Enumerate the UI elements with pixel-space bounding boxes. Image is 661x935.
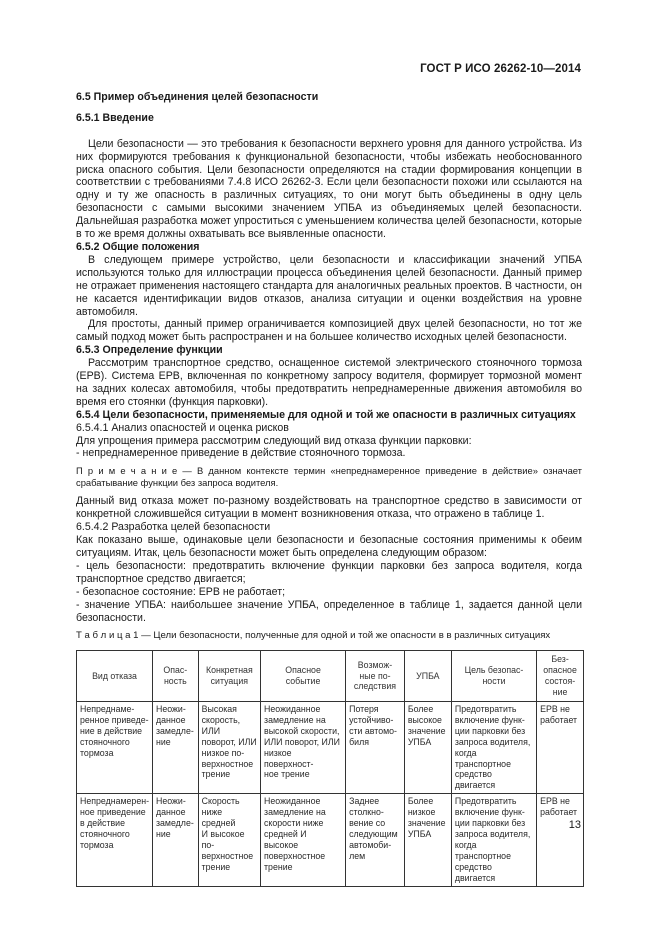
table-caption-label: Т а б л и ц а 1 — [76, 630, 139, 641]
table-caption — [76, 630, 550, 641]
header-cell: Без- опасное состоя- ние — [537, 651, 584, 702]
subsection-title-652: 6.5.2 Общие положения — [76, 240, 200, 253]
header-cell: УПБА — [404, 651, 451, 702]
table-cell: Непреднаме- ренное приведе- ние в действие стояночного тормоза — [77, 702, 153, 794]
paragraph-654-5: - цель безопасности: предотвратить включение функции парковки без запроса водителя, когда транспортное средство двигается; — [76, 559, 582, 585]
subsubsection-title-6541: 6.5.4.1 Анализ опасностей и оценка рисков — [76, 421, 289, 434]
table-cell: Потеря устойчиво- сти автомо- биля — [346, 702, 405, 794]
subsubsection-title-6542: 6.5.4.2 Разработка целей безопасности — [76, 521, 271, 534]
page-number: 13 — [568, 819, 581, 831]
table-cell: Высокая скорость, ИЛИ поворот, ИЛИ низкое по- верхностное трение — [198, 702, 260, 794]
paragraph-654-3: Данный вид отказа может по-разному воздействовать на транспортное средство в зависимости от конкретной сложившейся ситуации в момент возникновения отказа, что отражено в таблице 1. — [76, 495, 582, 521]
table-cell: EPB не работает — [537, 794, 584, 886]
table-header-row — [77, 651, 584, 702]
header-cell: Опасное событие — [261, 651, 346, 702]
paragraph-654-4: Как показано выше, одинаковые цели безопасности и безопасные состояния применимы к обеим ситуациям. Итак, цель безопасности может быть определена следующим образом: — [76, 534, 582, 559]
paragraph-651-1 — [76, 125, 582, 241]
header-cell: Конкретная ситуация — [198, 651, 260, 702]
header-cell: Опас- ность — [153, 651, 199, 702]
table-cell: Неожиданное замедление на высокой скорости, ИЛИ поворот, ИЛИ низкое поверхност- ное трение — [261, 702, 346, 794]
table-cell: Более низкое значение УПБА — [404, 794, 451, 886]
paragraph-654-6: - безопасное состояние: EPB не работает; — [76, 585, 286, 598]
document-header: ГОСТ Р ИСО 26262-10—2014 — [420, 63, 581, 75]
paragraph-654-7: - значение УПБА: наибольшее значение УПБА, определенное в таблице 1, задается данной цели безопасности. — [76, 598, 582, 624]
subsection-title-651: 6.5.1 Введение — [76, 111, 154, 124]
table-cell: Неожи- данное замедле- ние — [153, 702, 199, 794]
header-cell: Цель безопас- ности — [451, 651, 536, 702]
paragraph-652-1: В следующем примере устройство, цели безопасности и классификации значений УПБА используются только для иллюстрации процесса объединения целей безопасности. Данный пример не отражает применения настоящего стандарта для аналогичных реальных проектов. В частности, он не касается идентификации видов отказов, анализа ситуации и оценки воздействия на уровне автомобиля. — [76, 253, 582, 318]
table-caption-text: — Цели безопасности, полученные для одной и той же опасности в в различных ситуациях — [138, 630, 551, 641]
table-cell: Заднее столкно- вение со следующим автомоби- лем — [346, 794, 405, 886]
table-cell: Неожи- данное замедле- ние — [153, 794, 199, 886]
table-row — [77, 794, 584, 886]
table-cell: Более высокое значение УПБА — [404, 702, 451, 794]
paragraph-654-1: Для упрощения примера рассмотрим следующий вид отказа функции парковки: — [76, 434, 472, 447]
subsection-title-653: 6.5.3 Определение функции — [76, 344, 223, 357]
paragraph-651-1-text: Цели безопасности — это требования к безопасности верхнего уровня для данного устройства. Из них формируются требования к функциональной безопасности, чтобы избежать необоснованного риска опасного события. Цели безопасности определяются на стадии формирования концепции в соответствии с требованиями 7.4.8 ИСО 26262-3. Если цели безопасности похожи или ссылаются на одну и ту же опасность в различных ситуациях, то они могут быть объединены в одну цель безопасности с самыми высокими значением УПБА из объединяемых целей безопасности. Дальнейшая разработка может упроститься с уменьшением количества целей безопасности, которые в то же время должны охватывать все выявленные опасности. — [76, 137, 582, 241]
paragraph-652-2: Для простоты, данный пример ограничивается композицией двух целей безопасности, но тот же самый подход может быть распространен и на большее количество исходных целей безопасности. — [76, 318, 582, 344]
note-text: — В данном контексте термин «непреднамеренное приведение в действие» означает срабатывание функции без запроса водителя. — [76, 465, 582, 489]
table-cell: Непреднамерен- ное приведение в действие стояночного тормоза — [77, 794, 153, 886]
table-cell: EPB не работает — [537, 702, 584, 794]
table-cell: Неожиданное замедление на скорости ниже средней И высокое поверхностное трение — [261, 794, 346, 886]
paragraph-653-1: Рассмотрим транспортное средство, оснащенное системой электрического стояночного тормоза (EPB). Система EPB, включенная по конкретному запросу водителя, формирует тормозной момент на задних колесах автомобиля, чтобы предотвратить непреднамеренные движения автомобиля во время его стоянки (функция парковки). — [76, 357, 582, 408]
section-title: 6.5 Пример объединения целей безопасности — [76, 91, 319, 103]
paragraph-654-2: - непреднамеренное приведение в действие стояночного тормоза. — [76, 447, 406, 460]
header-cell: Возмож- ные по- следствия — [346, 651, 405, 702]
table-cell: Предотвратить включение функ- ции парковки без запроса водителя, когда транспортное средство двигается — [451, 702, 536, 794]
safety-goals-table — [76, 650, 584, 887]
table-cell: Предотвратить включение функ- ции парковки без запроса водителя, когда транспортное средство двигается — [451, 794, 536, 886]
table-row — [77, 702, 584, 794]
note — [76, 465, 582, 489]
subsection-title-654: 6.5.4 Цели безопасности, применяемые для одной и той же опасности в различных ситуациях — [76, 408, 576, 421]
header-cell: Вид отказа — [77, 651, 153, 702]
note-label: П р и м е ч а н и е — [76, 465, 178, 477]
table-cell: Скорость ниже средней И высокое по- верхностное трение — [198, 794, 260, 886]
main-content — [76, 91, 582, 624]
